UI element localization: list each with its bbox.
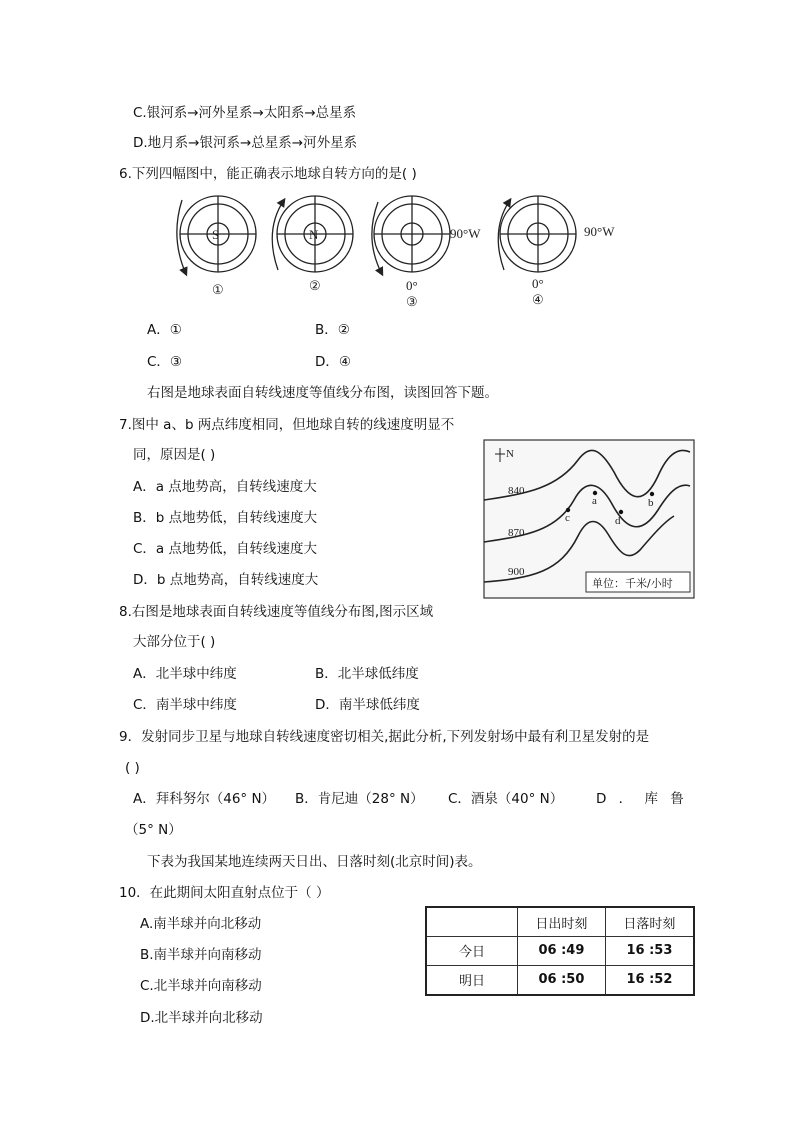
point-b — [650, 492, 654, 496]
q8-stem-line1: 8.右图是地球表面自转线速度等值线分布图,图示区域 — [119, 604, 434, 620]
q6-stem: 6.下列四幅图中，能正确表示地球自转方向的是( ) — [119, 166, 417, 182]
north-label: N — [506, 448, 514, 460]
rotation-direction-figure — [160, 188, 640, 316]
fig3-lon-0: 0° — [406, 278, 418, 293]
pole-n-label: N — [309, 227, 319, 242]
point-c — [566, 508, 570, 512]
q8-stem-line2: 大部分位于( ) — [133, 634, 216, 650]
point-a-label: a — [592, 495, 597, 507]
q9-option-a: A．拜科努尔（46° N） — [133, 791, 276, 807]
point-b-label: b — [648, 497, 654, 509]
isoline-label-870: 870 — [508, 527, 525, 539]
q7-option-a: A．a 点地势高，自转线速度大 — [133, 479, 317, 495]
fig4-lon-0: 0° — [532, 276, 544, 291]
point-a — [593, 491, 597, 495]
table-row — [426, 937, 694, 966]
q5-option-c: C.银河系→河外星系→太阳系→总星系 — [133, 105, 357, 121]
q10-stem: 10．在此期间太阳直射点位于（ ） — [119, 885, 330, 901]
q7-option-b: B．b 点地势低，自转线速度大 — [133, 510, 318, 526]
q8-option-c: C．南半球中纬度 — [133, 697, 237, 713]
q9-option-d: D ． 库 鲁 — [596, 791, 684, 807]
figure-2-label: ② — [309, 278, 321, 293]
point-c-label: c — [565, 512, 570, 524]
table-header-cell: 日出时刻 — [518, 907, 606, 937]
q7-stem-line2: 同，原因是( ) — [133, 447, 216, 463]
fig3-lon-90w: 90°W — [450, 226, 481, 241]
q6-option-a: A．① — [147, 322, 182, 338]
q9-option-b: B．肯尼迪（28° N） — [295, 791, 424, 807]
table-cell: 06 :49 — [518, 937, 606, 966]
table-header-cell — [426, 907, 518, 937]
fig4-lon-90w: 90°W — [584, 224, 615, 239]
figure-2-arrow — [272, 200, 284, 270]
q8-option-d: D．南半球低纬度 — [315, 697, 420, 713]
point-d-label: d — [615, 515, 621, 527]
figure-3-globe — [374, 196, 450, 272]
table-header-cell: 日落时刻 — [605, 907, 694, 937]
table-cell: 16 :53 — [605, 937, 694, 966]
q7-option-d: D．b 点地势高，自转线速度大 — [133, 572, 319, 588]
table-cell: 16 :52 — [605, 965, 694, 995]
q5-option-d: D.地月系→银河系→总星系→河外星系 — [133, 135, 358, 151]
q8-option-b: B．北半球低纬度 — [315, 666, 419, 682]
q10-option-b: B.南半球并向南移动 — [140, 947, 262, 963]
map-unit-label: 单位：千米/小时 — [592, 577, 673, 590]
q6-option-c: C．③ — [147, 354, 183, 370]
q9-stem: 9．发射同步卫星与地球自转线速度密切相关,据此分析,下列发射场中最有利卫星发射的是 — [119, 729, 650, 745]
point-d — [619, 510, 623, 514]
q10-option-c: C.北半球并向南移动 — [140, 978, 262, 994]
q10-intro: 下表为我国某地连续两天日出、日落时刻(北京时间)表。 — [147, 854, 482, 870]
q7-stem-line1: 7.图中 a、b 两点纬度相同，但地球自转的线速度明显不 — [119, 417, 455, 433]
q10-option-d: D.北半球并向北移动 — [140, 1010, 263, 1026]
figure-4-label: ④ — [532, 292, 544, 307]
isoline-label-840: 840 — [508, 485, 525, 497]
q7-option-c: C．a 点地势低，自转线速度大 — [133, 541, 317, 557]
q8-option-a: A．北半球中纬度 — [133, 666, 237, 682]
q9-option-d-cont: （5° N） — [125, 822, 182, 838]
figure-1-label: ① — [212, 282, 224, 297]
q6-option-d: D．④ — [315, 354, 351, 370]
figure-1-arrow — [177, 200, 186, 274]
q7-intro: 右图是地球表面自转线速度等值线分布图，读图回答下题。 — [147, 385, 498, 401]
table-cell: 06 :50 — [518, 965, 606, 995]
q10-option-a: A.南半球并向北移动 — [140, 916, 262, 932]
q9-option-c: C．酒泉（40° N） — [448, 791, 564, 807]
table-header-row — [426, 907, 694, 937]
figure-3-label: ③ — [406, 294, 418, 309]
pole-s-label: S — [212, 227, 220, 242]
q9-paren: ( ) — [125, 760, 140, 776]
table-row — [426, 965, 694, 995]
sunrise-sunset-table — [425, 906, 695, 996]
rotation-speed-isoline-map — [478, 432, 700, 602]
table-cell: 明日 — [426, 965, 518, 995]
q6-option-b: B．② — [315, 322, 350, 338]
table-cell: 今日 — [426, 937, 518, 966]
figure-4-globe — [500, 196, 576, 272]
isoline-label-900: 900 — [508, 566, 525, 578]
